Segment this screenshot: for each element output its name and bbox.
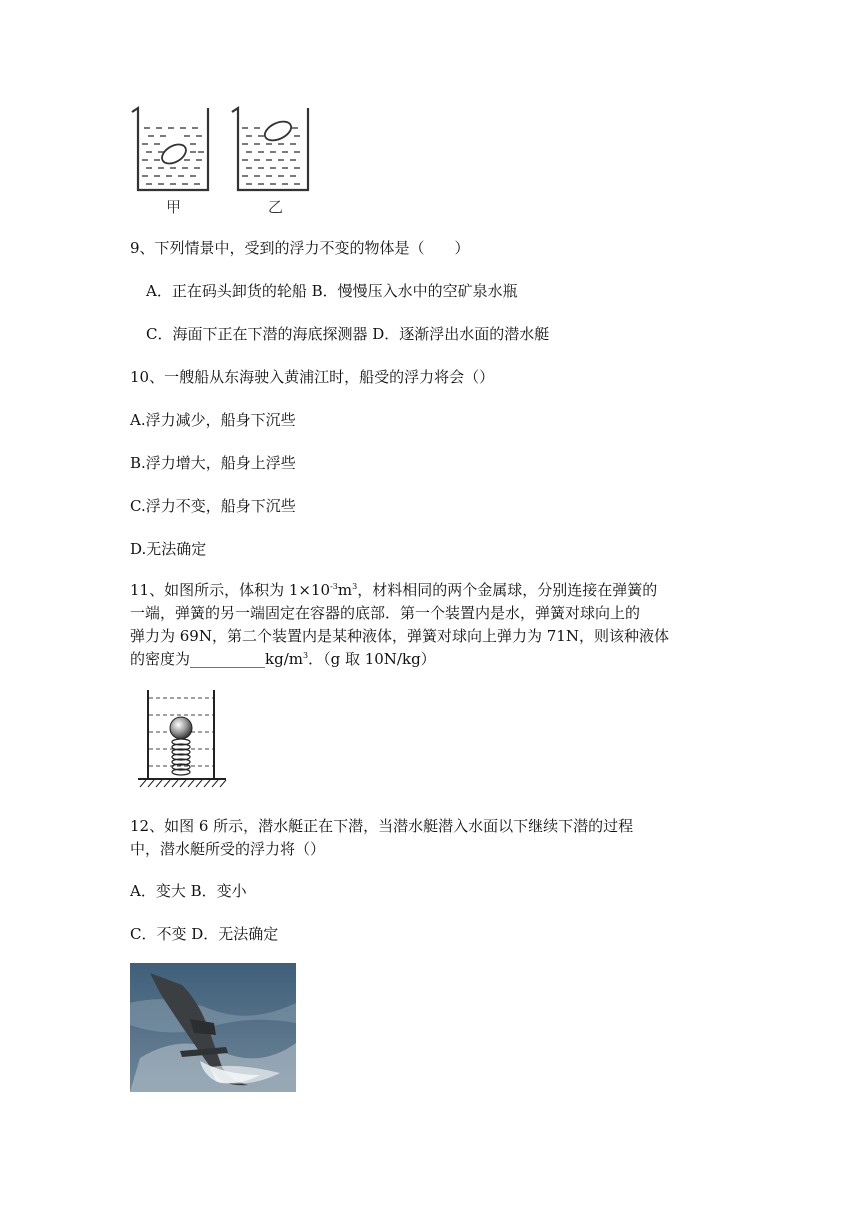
- beaker-yi: [232, 108, 308, 190]
- q11-line-1-before: 11、如图所示，体积为 1×10: [130, 581, 331, 599]
- q10-option-b: B.浮力增大，船身上浮些: [130, 454, 296, 472]
- beakers-figure: [128, 104, 318, 216]
- q11-exponent-3: 3: [352, 582, 358, 591]
- q10-option-c: C.浮力不变，船身下沉些: [130, 497, 296, 515]
- q10-option-d: D.无法确定: [130, 540, 207, 558]
- spring-container-drawing: [136, 688, 236, 790]
- q11-line-4-before: 的密度为__________kg/m: [130, 650, 303, 668]
- q9-options-cd: C．海面下正在下潜的海底探测器 D．逐渐浮出水面的潜水艇: [146, 325, 550, 343]
- q11-exponent-density: 3: [302, 651, 309, 660]
- q11-line-1: [130, 580, 657, 600]
- q11-line-4-after: ．（g 取 10N/kg）: [308, 650, 436, 668]
- q9-stem: 9、下列情景中，受到的浮力不变的物体是（ ）: [130, 239, 470, 257]
- q12-options-cd: C．不变 D．无法确定: [130, 925, 279, 943]
- submarine-illustration: [130, 963, 296, 1092]
- q11-line-4: [130, 649, 436, 669]
- q11-exponent-neg3: -3: [330, 582, 338, 591]
- beaker-jia: [132, 108, 208, 190]
- q11-line-2: 一端，弹簧的另一端固定在容器的底部．第一个装置内是水，弹簧对球向上的: [130, 604, 641, 622]
- q9-options-ab: A．正在码头卸货的轮船 B．慢慢压入水中的空矿泉水瓶: [146, 282, 518, 300]
- beaker-label-jia: 甲: [166, 198, 182, 216]
- q12-options-ab: A．变大 B．变小: [130, 882, 247, 900]
- q10-stem: 10、一艘船从东海驶入黄浦江时，船受的浮力将会（）: [130, 368, 495, 386]
- q12-line-1: 12、如图 6 所示，潜水艇正在下潜，当潜水艇潜入水面以下继续下潜的过程: [130, 817, 634, 835]
- q10-option-a: A.浮力减少，船身下沉些: [130, 411, 296, 429]
- submarine-photo: [130, 963, 296, 1092]
- q11-line-3: 弹力为 69N，第二个装置内是某种液体，弹簧对球向上弹力为 71N，则该种液体: [130, 627, 669, 645]
- q12-line-2: 中，潜水艇所受的浮力将（）: [130, 840, 326, 858]
- spring-container-figure: [136, 688, 236, 790]
- beaker-label-yi: 乙: [268, 198, 284, 216]
- q11-unit-m: m: [337, 581, 353, 599]
- beakers-drawing: [128, 104, 318, 216]
- q11-line-1-after: ，材料相同的两个金属球，分别连接在弹簧的: [357, 581, 658, 599]
